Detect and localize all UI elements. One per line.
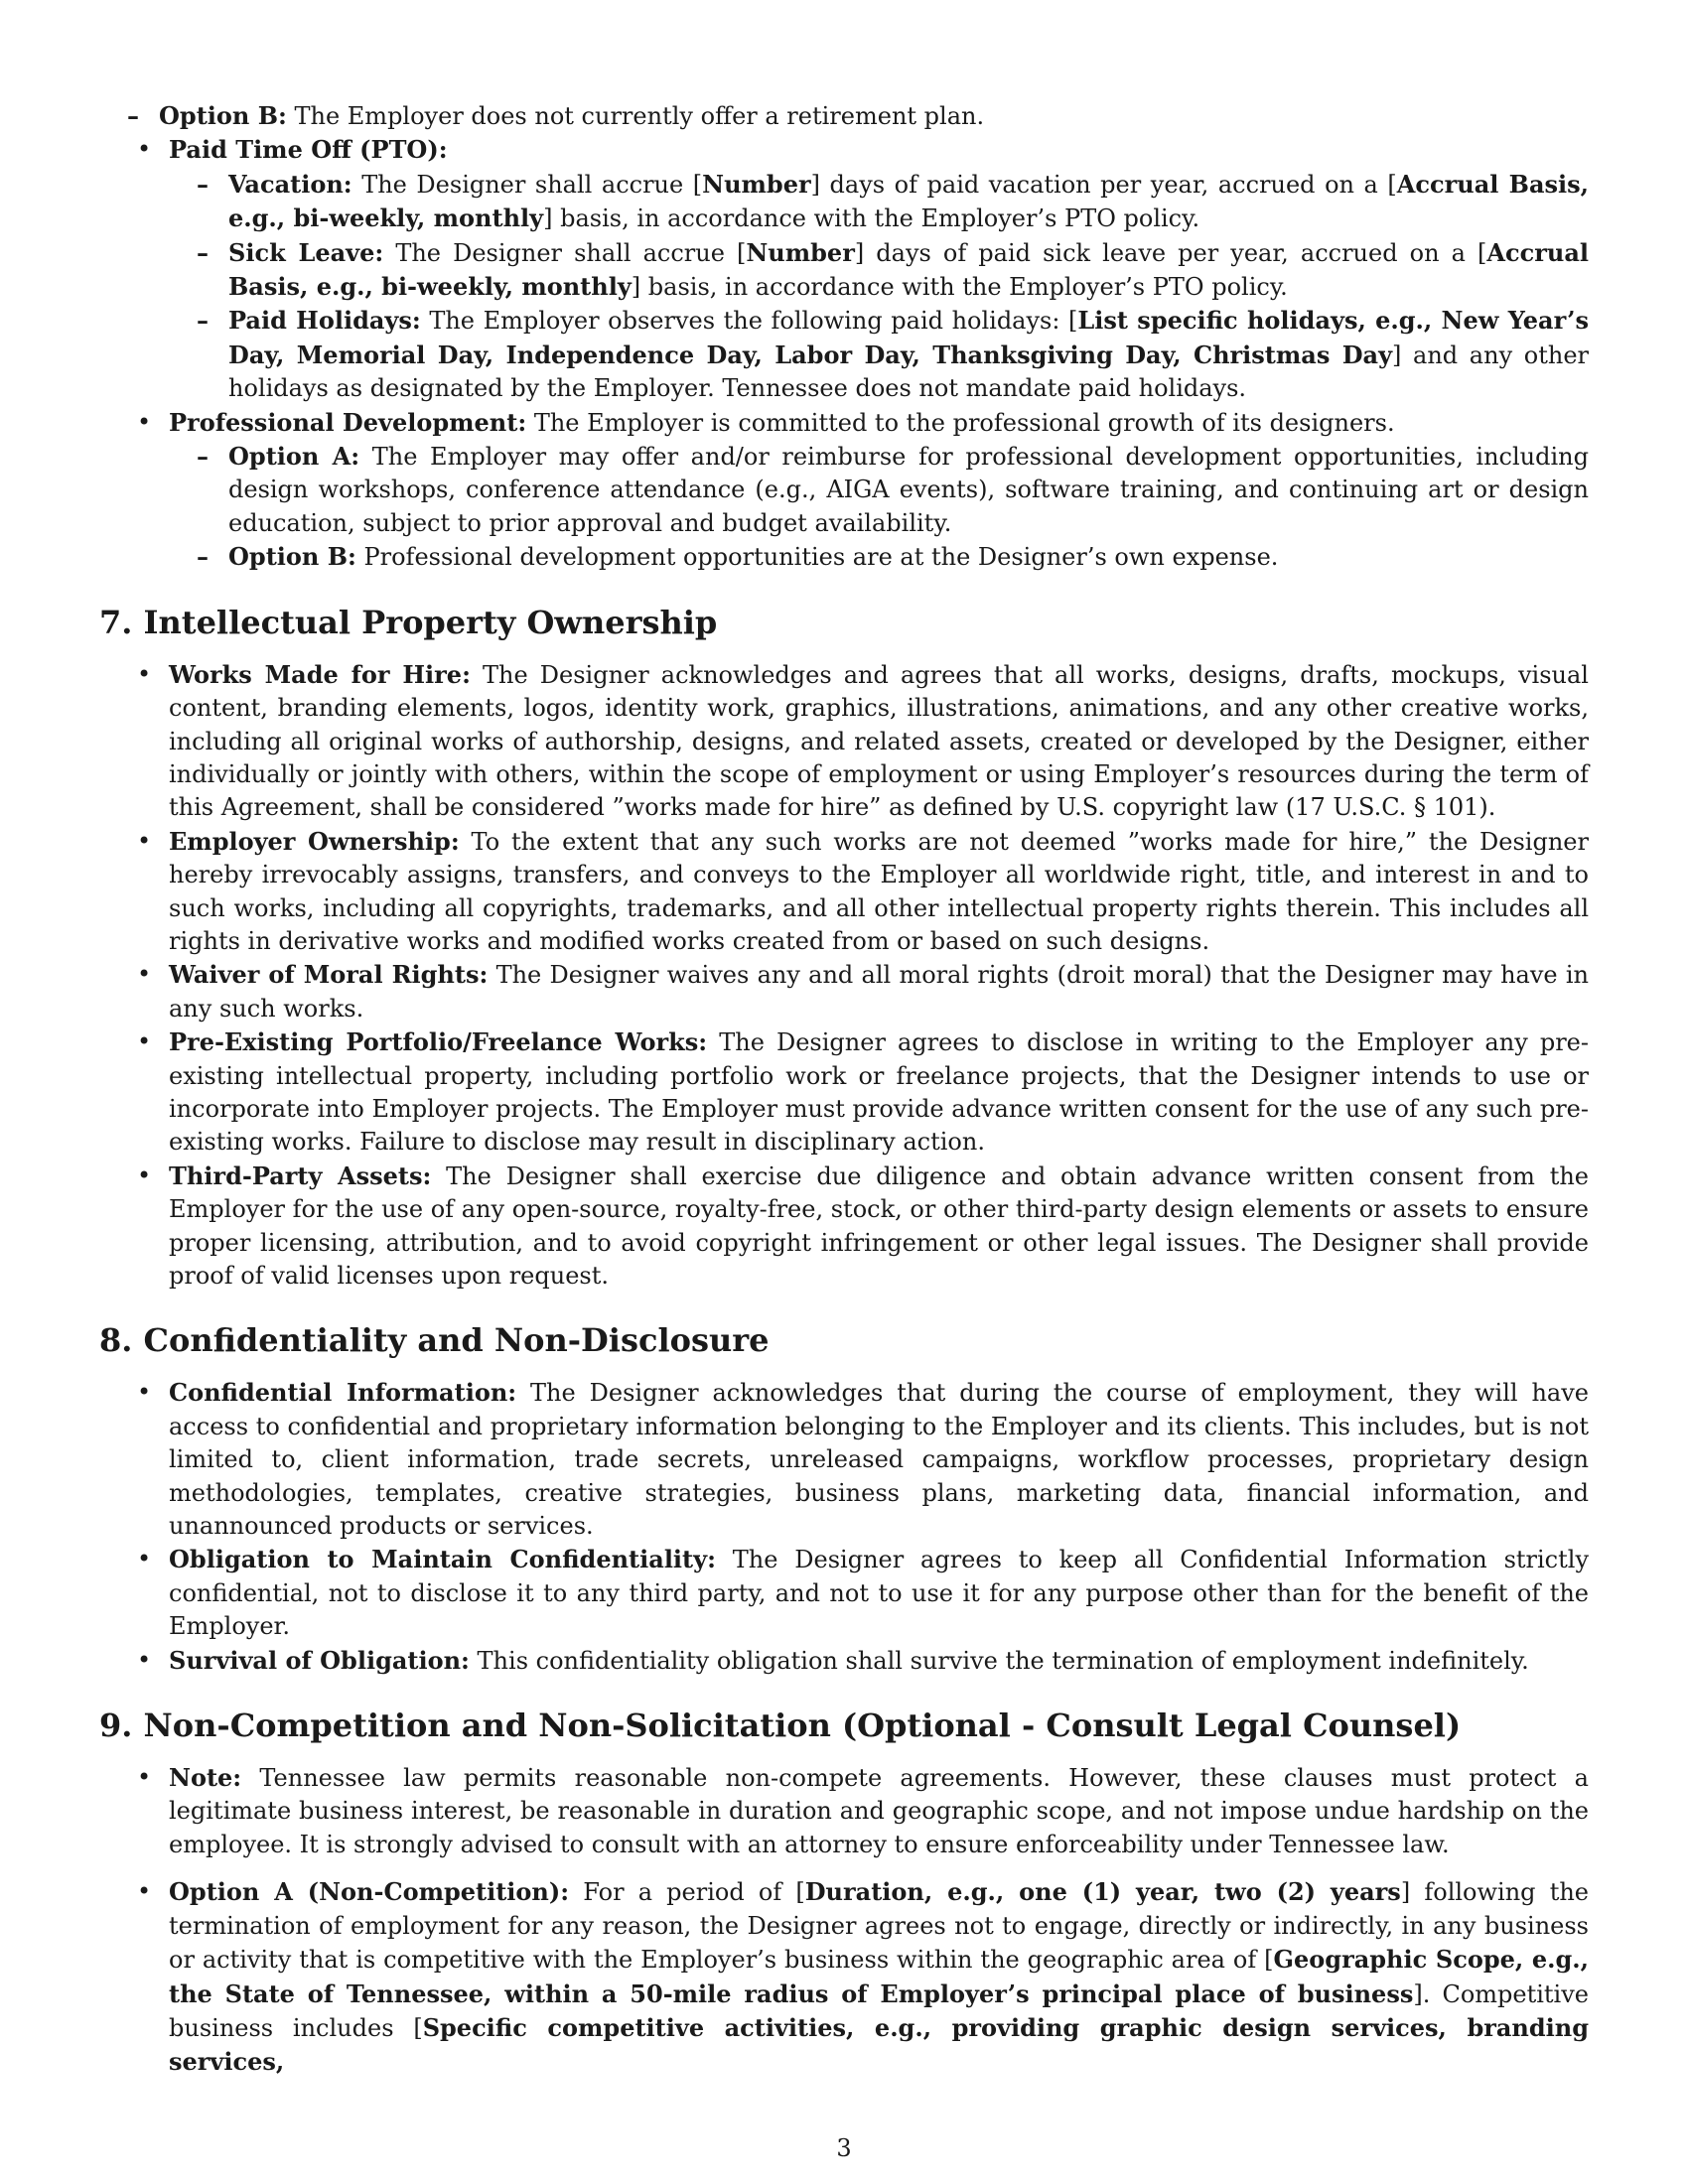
section-7-list (99, 658, 1589, 1294)
section-9-note-list (99, 1761, 1589, 1861)
ip-pre-existing-works: • Pre-Existing Portfolio/Freelance Works: The Designer agrees to disclose in writing to the Employer any pre-existing intellectual property, including portfolio work or freelance projects, that the Designer intends to use or incorporate into Employer projects. The Employer must provide advance written consent for the use of any such pre-existing works. Failure to disclose may result in disciplinary action. (99, 1025, 1589, 1160)
prof-dev-options (99, 440, 1589, 575)
ip-works-made-for-hire: • Works Made for Hire: The Designer acknowledges and agrees that all works, designs, drafts, mockups, visual content, branding elements, logos, identity work, graphics, illustrations, animations, and any other creative works, including all original works of authorship, designs, and related assets, created or developed by the Designer, either individually or jointly with others, within the scope of employment or using Employer’s resources during the term of this Agreement, shall be considered ”works made for hire” as defined by U.S. copyright law (17 U.S.C. § 101). (99, 658, 1589, 825)
section-9-heading-wrap (99, 1706, 1589, 1745)
page-number: 3 (836, 2134, 852, 2162)
section-7-heading-wrap (99, 603, 1589, 642)
section-8-heading: 8. Confidentiality and Non-Disclosure (99, 1321, 770, 1360)
prof-dev-option-b: – Option B: Professional development opportunities are at the Designer’s own expense. (169, 540, 1589, 574)
section-7-heading: 7. Intellectual Property Ownership (99, 603, 718, 641)
retirement-options-list (99, 99, 1589, 133)
section-9-options-list (99, 1875, 1589, 2079)
conf-survival: • Survival of Obligation: This confidentiality obligation shall survive the termination of employment indefinitely. (99, 1644, 1589, 1678)
retirement-option-b: – Option B: The Employer does not currently offer a retirement plan. (99, 99, 1589, 133)
ip-third-party-assets: • Third-Party Assets: The Designer shall exercise due diligence and obtain advance written consent from the Employer for the use of any open-source, royalty-free, stock, or other third-party design elements or assets to ensure proper licensing, attribution, and to avoid copyright infringement or other legal issues. The Designer shall provide proof of valid licenses upon request. (99, 1160, 1589, 1294)
section-9-heading: 9. Non-Competition and Non-Solicitation (Optional - Consult Legal Counsel) (99, 1706, 1462, 1745)
section-8-heading-wrap (99, 1320, 1589, 1360)
noncompete-option-a: • Option A (Non-Competition): For a period of [Duration, e.g., one (1) year, two (2) years] following the termination of employment for any reason, the Designer agrees not to engage, directly or indirectly, in any business or activity that is competitive with the Employer’s business within the geographic area of [Geographic Scope, e.g., the State of Tennessee, within a 50-mile radius of Employer’s principal place of business]. Competitive business includes [Specific competitive activities, e.g., providing graphic design services, branding services, (99, 1875, 1589, 2079)
professional-development-item: • Professional Development: The Employer is committed to the professional growth of its designers. – Option A: The Employer may offer and/or reimburse for professional development opportunities, including design workshops, conference attendance (e.g., AIGA events), software training, and continuing art or design education, subject to prior approval and budget availability. – Option B: Professional development opportunities are at the Designer’s own expense. (99, 406, 1589, 575)
pto-sick-leave: – Sick Leave: The Designer shall accrue [Number] days of paid sick leave per year, accrued on a [Accrual Basis, e.g., bi-weekly, monthly] basis, in accordance with the Employer’s PTO policy. (169, 236, 1589, 305)
conf-information: • Confidential Information: The Designer acknowledges that during the course of employment, they will have access to confidential and proprietary information belonging to the Employer and its clients. This includes, but is not limited to, client information, trade secrets, unreleased campaigns, workflow processes, proprietary design methodologies, templates, creative strategies, business plans, marketing data, financial information, and unannounced products or services. (99, 1376, 1589, 1543)
noncompete-note: • Note: Tennessee law permits reasonable non-compete agreements. However, these clauses must protect a legitimate business interest, be reasonable in duration and geographic scope, and not impose undue hardship on the employee. It is strongly advised to consult with an attorney to ensure enforceability under Tennessee law. (99, 1761, 1589, 1861)
benefits-list (99, 133, 1589, 574)
pto-vacation: – Vacation: The Designer shall accrue [Number] days of paid vacation per year, accrued on a [Accrual Basis, e.g., bi-weekly, monthly] basis, in accordance with the Employer’s PTO policy. (169, 168, 1589, 236)
document-page (99, 99, 1589, 2080)
section-8-list (99, 1376, 1589, 1678)
pto-paid-holidays: – Paid Holidays: The Employer observes the following paid holidays: [List specific holidays, e.g., New Year’s Day, Memorial Day, Independence Day, Labor Day, Thanksgiving Day, Christmas Day] and any other holidays as designated by the Employer. Tennessee does not mandate paid holidays. (169, 304, 1589, 405)
conf-obligation: • Obligation to Maintain Confidentiality: The Designer agrees to keep all Confidential Information strictly confidential, not to disclose it to any third party, and not to use it for any purpose other than for the benefit of the Employer. (99, 1543, 1589, 1643)
pto-item: • Paid Time Off (PTO): – Vacation: The Designer shall accrue [Number] days of paid vacation per year, accrued on a [Accrual Basis, e.g., bi-weekly, monthly] basis, in accordance with the Employer’s PTO policy. – Sick Leave: The Designer shall accrue [Number] days of paid sick leave per year, accrued on a [Accrual Basis, e.g., bi-weekly, monthly] basis, in accordance with the Employer’s PTO policy. – Paid Holidays: The Employer observes the following paid holidays: [List specific holidays, e.g., New Year’s Day, Memorial Day, Independence Day, Labor Day, Thanksgiving Day, Christmas Day] and any other holidays as designated by the Employer. Tennessee does not mandate paid holidays. (99, 133, 1589, 405)
prof-dev-option-a: – Option A: The Employer may offer and/or reimburse for professional development opportunities, including design workshops, conference attendance (e.g., AIGA events), software training, and continuing art or design education, subject to prior approval and budget availability. (169, 440, 1589, 540)
ip-waiver-moral-rights: • Waiver of Moral Rights: The Designer waives any and all moral rights (droit moral) that the Designer may have in any such works. (99, 958, 1589, 1025)
pto-sublist (99, 168, 1589, 406)
ip-employer-ownership: • Employer Ownership: To the extent that any such works are not deemed ”works made for hire,” the Designer hereby irrevocably assigns, transfers, and conveys to the Employer all worldwide right, title, and interest in and to such works, including all copyrights, trademarks, and all other intellectual property rights therein. This includes all rights in derivative works and modified works created from or based on such designs. (99, 825, 1589, 959)
